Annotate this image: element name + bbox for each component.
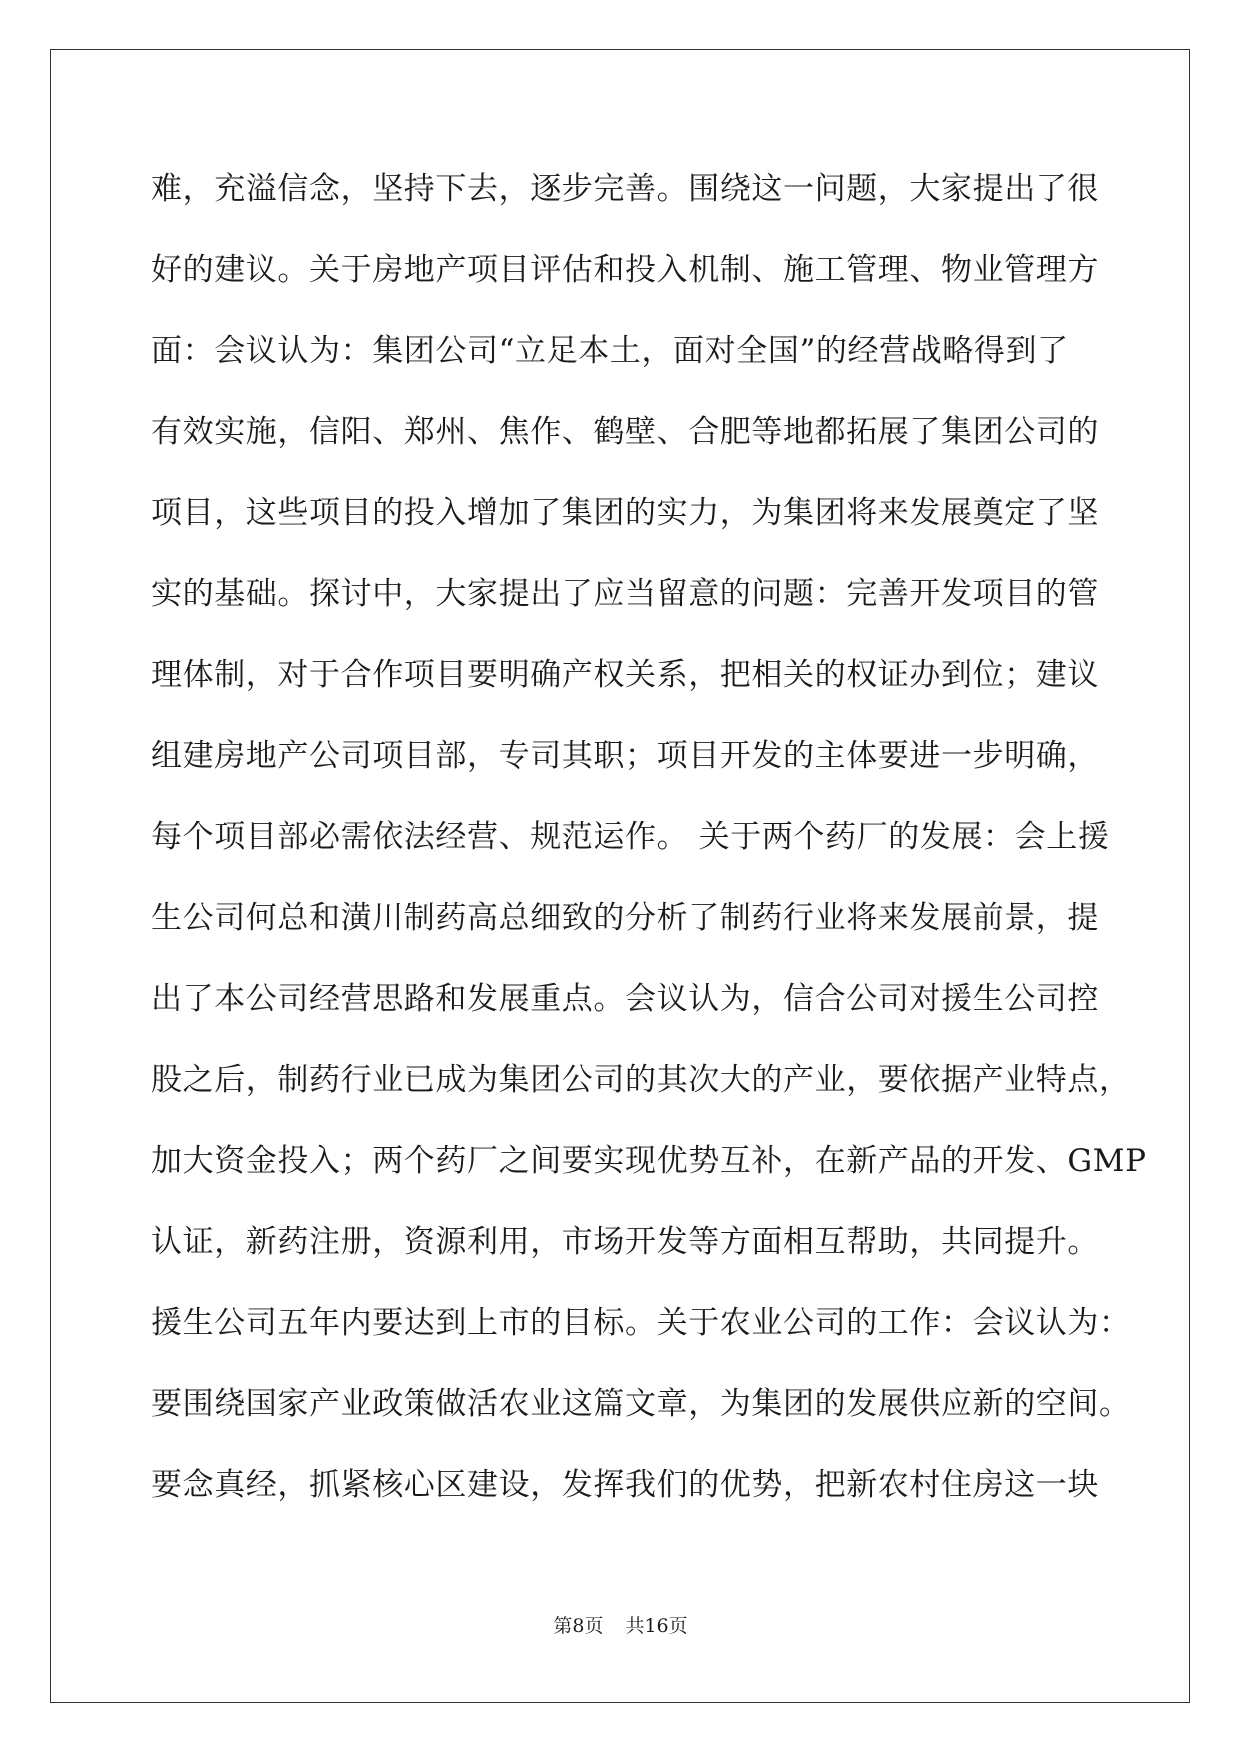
text-line: 要围绕国家产业政策做活农业这篇文章，为集团的发展供应新的空间。 <box>151 1386 1131 1422</box>
text-line: 生公司何总和潢川制药高总细致的分析了制药行业将来发展前景，提 <box>151 900 1099 936</box>
page-total: 共16页 <box>625 1615 688 1637</box>
page-number: 第8页 <box>553 1615 604 1637</box>
text-line: 好的建议。关于房地产项目评估和投入机制、施工管理、物业管理方 <box>151 252 1099 288</box>
text-line: 难，充溢信念，坚持下去，逐步完善。围绕这一问题，大家提出了很 <box>151 171 1099 207</box>
text-line: 股之后，制药行业已成为集团公司的其次大的产业，要依据产业特点， <box>151 1062 1131 1098</box>
text-line: 认证，新药注册，资源利用，市场开发等方面相互帮助，共同提升。 <box>151 1224 1099 1260</box>
text-line: 项目，这些项目的投入增加了集团的实力，为集团将来发展奠定了坚 <box>151 495 1099 531</box>
page-footer <box>0 1614 1241 1638</box>
text-line: 每个项目部必需依法经营、规范运作。 关于两个药厂的发展：会上援 <box>151 819 1110 855</box>
text-line: 要念真经，抓紧核心区建设，发挥我们的优势，把新农村住房这一块 <box>151 1467 1099 1503</box>
text-line: 面：会议认为：集团公司“立足本土，面对全国”的经营战略得到了 <box>151 333 1069 369</box>
text-line: 出了本公司经营思路和发展重点。会议认为，信合公司对援生公司控 <box>151 981 1099 1017</box>
text-line: 加大资金投入；两个药厂之间要实现优势互补，在新产品的开发、GMP <box>151 1143 1147 1179</box>
text-line: 实的基础。探讨中，大家提出了应当留意的问题：完善开发项目的管 <box>151 576 1099 612</box>
text-line: 援生公司五年内要达到上市的目标。关于农业公司的工作：会议认为： <box>151 1305 1131 1341</box>
text-line: 有效实施，信阳、郑州、焦作、鹤壁、合肥等地都拓展了集团公司的 <box>151 414 1099 450</box>
text-line: 组建房地产公司项目部，专司其职；项目开发的主体要进一步明确， <box>151 738 1099 774</box>
text-line: 理体制，对于合作项目要明确产权关系，把相关的权证办到位；建议 <box>151 657 1099 693</box>
document-body <box>151 149 1147 1526</box>
